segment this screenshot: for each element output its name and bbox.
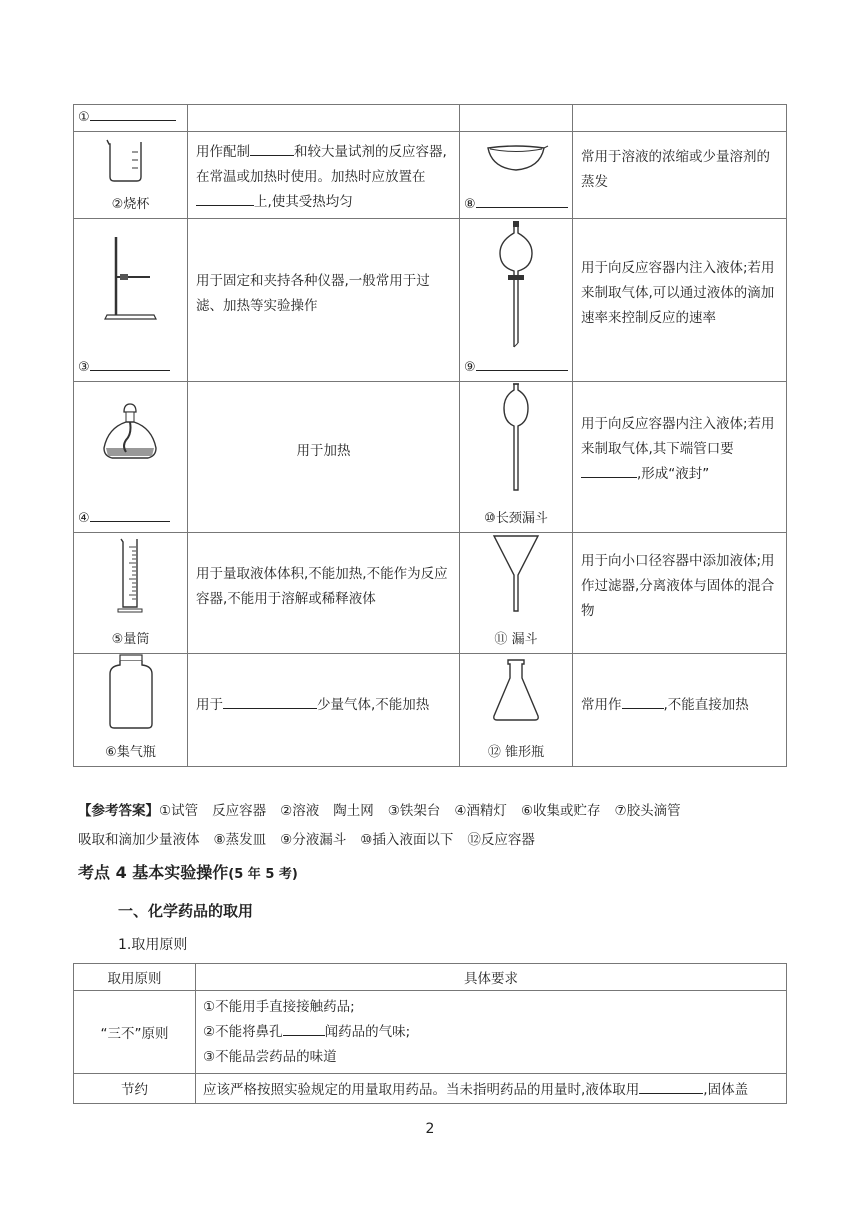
equipment-desc: 用于量取液体体积,不能加热,不能作为反应容器,不能用于溶解或稀释液体 bbox=[188, 533, 460, 654]
equipment-cell bbox=[74, 654, 188, 767]
equipment-cell bbox=[74, 132, 188, 219]
equipment-table bbox=[73, 104, 787, 767]
equipment-desc bbox=[188, 105, 460, 132]
column-header: 具体要求 bbox=[196, 964, 787, 991]
equipment-label: ⑨ bbox=[464, 358, 568, 375]
equipment-label: ⑧ bbox=[464, 195, 568, 212]
answer-blank bbox=[639, 1081, 703, 1094]
equipment-cell bbox=[460, 654, 573, 767]
equipment-cell bbox=[460, 132, 573, 219]
answer-blank bbox=[250, 143, 294, 156]
rule-detail: ①不能用手直接接触药品; ②不能将鼻孔 闻药品的气味; ③不能品尝药品的味道 bbox=[196, 991, 787, 1074]
section-subtitle: 一、化学药品的取用 bbox=[118, 902, 254, 920]
equipment-cell bbox=[74, 105, 188, 132]
equipment-cell bbox=[460, 382, 573, 533]
equipment-desc: 常用于溶液的浓缩或少量溶剂的蒸发 bbox=[573, 132, 787, 219]
page-number: 2 bbox=[425, 1121, 435, 1137]
rule-detail: 应该严格按照实验规定的用量取用药品。当未指明药品的用量时,液体取用 ,固体盖 bbox=[196, 1074, 787, 1104]
rule-name: 节约 bbox=[74, 1074, 196, 1104]
equipment-label: ⑥集气瓶 bbox=[105, 745, 156, 760]
equipment-desc: 用于向反应容器内注入液体;若用来制取气体,其下端管口要,形成“液封” bbox=[573, 382, 787, 533]
answer-blank bbox=[476, 195, 568, 208]
table-row bbox=[74, 382, 787, 533]
equipment-label: ① bbox=[78, 108, 176, 125]
equipment-label: ⑪ 漏斗 bbox=[494, 632, 538, 647]
equipment-cell bbox=[460, 105, 573, 132]
answer-blank bbox=[90, 108, 176, 121]
equipment-desc bbox=[573, 105, 787, 132]
table-row bbox=[74, 219, 787, 382]
equipment-label: ②烧杯 bbox=[111, 197, 150, 212]
table-row bbox=[74, 991, 787, 1074]
table-row bbox=[74, 132, 787, 219]
equipment-desc: 用作配制 和较大量试剂的反应容器,在常温或加热时使用。加热时应放置在上,使其受热均匀 bbox=[188, 132, 460, 219]
answer-blank bbox=[196, 193, 254, 206]
equipment-cell bbox=[74, 382, 188, 533]
answer-blank bbox=[223, 696, 317, 709]
equipment-desc: 用于加热 bbox=[188, 382, 460, 533]
section-subsubtitle: 1.取用原则 bbox=[118, 937, 188, 953]
section-title: 考点 4 基本实验操作(5 年 5 考) bbox=[78, 863, 298, 882]
table-row bbox=[74, 654, 787, 767]
reference-answer bbox=[78, 797, 778, 855]
answer-line-1: 【参考答案】①试管 反应容器 ②溶液 陶土网 ③铁架台 ④酒精灯 ⑥收集或贮存 ⑦胶头滴管 bbox=[78, 803, 681, 819]
table-row bbox=[74, 533, 787, 654]
equipment-label: ⑤量筒 bbox=[111, 632, 150, 647]
answer-blank bbox=[90, 358, 170, 371]
answer-blank bbox=[581, 465, 637, 478]
answer-blank bbox=[283, 1023, 325, 1036]
answer-line-2: 吸取和滴加少量液体 ⑧蒸发皿 ⑨分液漏斗 ⑩插入液面以下 ⑫反应容器 bbox=[78, 832, 535, 848]
table-row bbox=[74, 105, 787, 132]
rule-name: “三不”原则 bbox=[74, 991, 196, 1074]
equipment-desc: 常用作 ,不能直接加热 bbox=[573, 654, 787, 767]
column-header: 取用原则 bbox=[74, 964, 196, 991]
equipment-desc: 用于向小口径容器中添加液体;用作过滤器,分离液体与固体的混合物 bbox=[573, 533, 787, 654]
equipment-desc: 用于 少量气体,不能加热 bbox=[188, 654, 460, 767]
table-header-row bbox=[74, 964, 787, 991]
equipment-desc: 用于固定和夹持各种仪器,一般常用于过滤、加热等实验操作 bbox=[188, 219, 460, 382]
equipment-desc: 用于向反应容器内注入液体;若用来制取气体,可以通过液体的滴加速率来控制反应的速率 bbox=[573, 219, 787, 382]
rule-table bbox=[73, 963, 787, 1104]
answer-blank bbox=[476, 358, 568, 371]
equipment-cell bbox=[74, 219, 188, 382]
table-row bbox=[74, 1074, 787, 1104]
equipment-label: ⑩长颈漏斗 bbox=[484, 511, 548, 526]
equipment-label: ③ bbox=[78, 358, 170, 375]
answer-blank bbox=[622, 696, 664, 709]
equipment-cell bbox=[460, 533, 573, 654]
equipment-label: ④ bbox=[78, 509, 170, 526]
answer-blank bbox=[90, 509, 170, 522]
equipment-label: ⑫ 锥形瓶 bbox=[487, 745, 545, 760]
equipment-cell bbox=[460, 219, 573, 382]
equipment-cell bbox=[74, 533, 188, 654]
